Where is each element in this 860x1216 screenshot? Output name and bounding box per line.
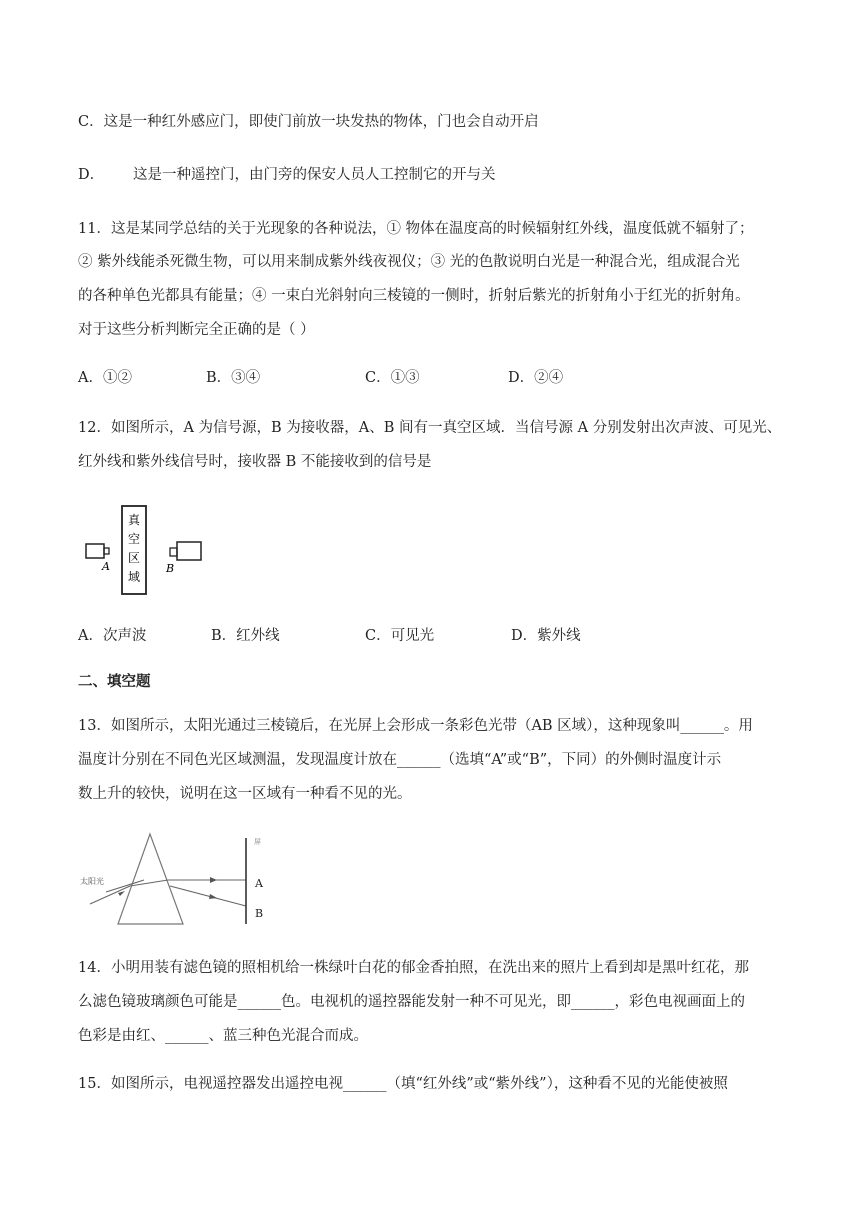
vacuum-char-1: 真 <box>127 513 141 527</box>
screen-label: 屏 <box>254 838 261 846</box>
q12-option-b: B．红外线 <box>211 628 280 644</box>
q12-option-c: C．可见光 <box>365 628 435 644</box>
q13-line-1: 13．如图所示，太阳光通过三棱镜后，在光屏上会形成一条彩色光带（AB 区域），这种现象叫______。用 <box>78 718 753 734</box>
q14-line-1: 14．小明用装有滤色镜的照相机给一株绿叶白花的郁金香拍照，在洗出来的照片上看到却是黑叶红花，那 <box>78 960 749 976</box>
q14-line-3: 色彩是由红、______、蓝三种色光混合而成。 <box>78 1028 368 1044</box>
q11-line-1: 11．这是某同学总结的关于光现象的各种说法，① 物体在温度高的时候辐射红外线，温度低就不辐射了； <box>78 221 754 237</box>
q13-line-2: 温度计分别在不同色光区域测温，发现温度计放在______（选填“A”或“B”，下同）的外侧时温度计示 <box>78 752 722 768</box>
label-a: A <box>102 560 110 573</box>
q12-line-1: 12．如图所示，A 为信号源，B 为接收器，A、B 间有一真空区域．当信号源 A 分别发射出次声波、可见光、 <box>78 420 782 436</box>
prism <box>118 834 183 924</box>
arrow-in <box>118 891 125 896</box>
prism-label-a: A <box>255 877 263 890</box>
q14-line-2: 么滤色镜玻璃颜色可能是______色。电视机的遥控器能发射一种不可见光，即______，彩色电视画面上的 <box>78 994 745 1010</box>
q11-option-d: D．②④ <box>508 370 564 386</box>
receiver-b <box>177 542 201 560</box>
incoming-ray-2 <box>106 880 144 892</box>
prism-dispersion-figure <box>78 830 278 930</box>
q11-option-c: C．①③ <box>365 370 420 386</box>
sunlight-label: 太阳光 <box>80 877 104 886</box>
receiver-b-tip <box>170 548 177 556</box>
q10-option-d-text: 这是一种遥控门，由门旁的保安人员人工控制它的开与关 <box>133 167 496 183</box>
signal-vacuum-figure <box>78 500 218 600</box>
q12-line-2: 红外线和紫外线信号时，接收器 B 不能接收到的信号是 <box>78 454 432 470</box>
signal-source-a <box>86 544 104 558</box>
q11-line-2: ② 紫外线能杀死微生物，可以用来制成紫外线夜视仪；③ 光的色散说明白光是一种混合光，组成混合光 <box>78 254 740 270</box>
q11-line-3: 的各种单色光都具有能量；④ 一束白光斜射向三棱镜的一侧时，折射后紫光的折射角小于红光的折射角。 <box>78 288 750 304</box>
label-b: B <box>166 562 175 575</box>
q11-option-a: A．①② <box>78 370 132 386</box>
q11-option-b: B．③④ <box>206 370 261 386</box>
q15-line-1: 15．如图所示，电视遥控器发出遥控电视______（填“红外线”或“紫外线”），这种看不见的光能使被照 <box>78 1076 728 1092</box>
prism-label-b: B <box>255 907 264 920</box>
section-fill-in-title: 二、填空题 <box>78 674 151 690</box>
incoming-ray <box>90 886 130 904</box>
q12-option-d: D．紫外线 <box>511 628 581 644</box>
vacuum-char-3: 区 <box>127 551 141 565</box>
arrow-a <box>210 877 217 883</box>
q10-option-d-letter: D． <box>78 167 105 183</box>
q11-line-4: 对于这些分析判断完全正确的是（ ） <box>78 322 315 338</box>
vacuum-char-2: 空 <box>127 532 141 546</box>
q13-line-3: 数上升的较快，说明在这一区域有一种看不见的光。 <box>78 786 412 802</box>
q10-option-c: C．这是一种红外感应门，即使门前放一块发热的物体，门也会自动开启 <box>78 114 539 130</box>
outgoing-ray-b <box>170 886 246 906</box>
vacuum-char-4: 域 <box>127 570 141 584</box>
q12-option-a: A．次声波 <box>78 628 147 644</box>
